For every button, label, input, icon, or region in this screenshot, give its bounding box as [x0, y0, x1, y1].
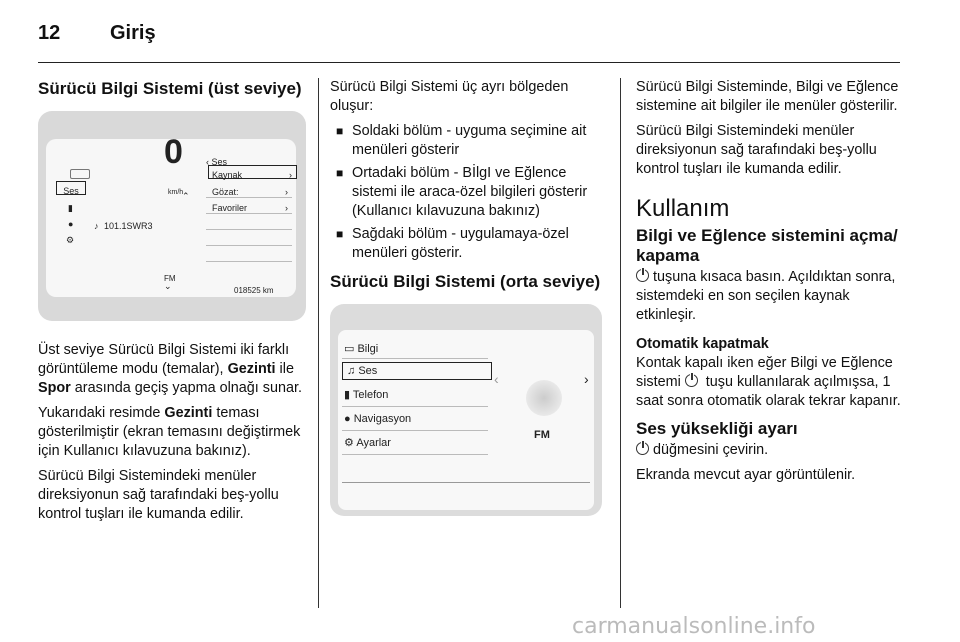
left-item-selected: Ses — [56, 181, 86, 195]
power-icon — [636, 269, 649, 282]
column-1 — [38, 78, 306, 530]
watermark: carmanualsonline.info — [572, 614, 816, 639]
section-heading-use: Kullanım — [636, 195, 730, 222]
chapter-title: Giriş — [110, 22, 156, 44]
paragraph: Sürücü Bilgi Sisteminde, Bilgi ve Eğlence sistemine ait bilgiler ile menüler gösterilir. — [636, 79, 899, 114]
list-item: ■ Soldaki bölüm - uyguma seçimine ait menüleri gösterir — [330, 122, 602, 160]
paragraph: Kontak kapalı iken eğer Bilgi ve Eğlence sistemi tuşu kullanılarak açılmışsa, 1 saat sonra otomatik olarak tekrar kapanır. — [636, 355, 901, 409]
bullet-list — [330, 122, 602, 263]
menu-item-selected: Kaynak › — [208, 165, 297, 179]
header-rule — [38, 62, 900, 63]
menu-item-selected: ♫ Ses — [342, 362, 492, 380]
band-label: FM — [164, 274, 176, 283]
chevron-up-icon: ⌃ — [182, 191, 190, 201]
odometer: 018525 km — [234, 286, 274, 295]
section-heading-upper: Sürücü Bilgi Sistemi (üst seviye) — [38, 79, 302, 98]
band-label: FM — [534, 429, 550, 441]
power-icon — [685, 374, 698, 387]
paragraph: Yukarıdaki resimde Gezinti teması gösterilmiştir (ekran temasını değiştirmek için Kullanıcı kılavuzuna bakınız). — [38, 405, 301, 459]
paragraph: Sürücü Bilgi Sistemindeki menüler direksiyonun sağ tarafındaki beş-yollu kontrol tuşları ile kumanda edilir. — [636, 123, 877, 177]
power-icon — [636, 442, 649, 455]
subheading-volume: Ses yüksekliği ayarı — [636, 419, 798, 438]
list-item: ■ Sağdaki bölüm - uygulamaya-özel menüleri gösterir. — [330, 225, 602, 263]
subheading-auto-off: Otomatik kapatmak — [636, 336, 769, 352]
speed-unit: km/h — [168, 189, 184, 196]
column-divider — [318, 78, 319, 608]
column-2 — [330, 78, 602, 516]
menu-item: ● Navigasyon — [344, 413, 412, 425]
menu-item: Favoriler › — [212, 203, 288, 213]
car-icon — [70, 169, 90, 179]
menu-item: ⚙ Ayarlar — [344, 437, 391, 449]
paragraph: düğmesini çevirin. — [636, 441, 906, 460]
chevron-left-icon: ‹ — [494, 371, 499, 387]
speed-value: 0 — [164, 133, 183, 171]
station-name: 101.1SWR3 — [104, 221, 153, 231]
column-3 — [636, 78, 906, 491]
menu-item: Gözat: › — [212, 187, 288, 197]
display-frame — [46, 133, 296, 297]
upper-level-display-image — [38, 111, 306, 321]
list-item: ■ Ortadaki bölüm - BİlgI ve Eğlence sistemi ile araca-özel bilgileri gösterir (Kullanıcı kılavuzuna bakınız) — [330, 164, 602, 221]
phone-icon: ▮ — [68, 203, 73, 213]
page-number: 12 — [38, 22, 61, 44]
paragraph: Sürücü Bilgi Sistemindeki menüler direksiyonun sağ tarafındaki beş-yollu kontrol tuşları ile kumanda edilir. — [38, 468, 279, 522]
column-divider — [620, 78, 621, 608]
section-heading-mid: Sürücü Bilgi Sistemi (orta seviye) — [330, 272, 601, 291]
chevron-right-icon: › — [584, 371, 589, 387]
paragraph: tuşuna kısaca basın. Açıldıktan sonra, sistemdeki en son seçilen kaynak etkinleşir. — [636, 269, 896, 323]
settings-icon: ⚙ — [66, 235, 75, 245]
music-note-icon: ♪ — [94, 221, 99, 231]
menu-item: ▮ Telefon — [344, 389, 389, 401]
paragraph: Üst seviye Sürücü Bilgi Sistemi iki farklı görüntüleme modu (temalar), Gezinti ile Spor arasında geçiş yapma olnağı sunar. — [38, 342, 302, 396]
radio-icon — [526, 380, 562, 416]
menu-item: ▭ Bilgi — [344, 343, 379, 355]
subheading-onoff: Bilgi ve Eğlence sistemini açma/ kapama — [636, 226, 898, 265]
back-label: ‹ Ses — [206, 157, 228, 167]
nav-icon: ● — [68, 219, 74, 229]
paragraph: Ekranda mevcut ayar görüntülenir. — [636, 467, 856, 483]
page-header — [38, 22, 156, 45]
paragraph: Sürücü Bilgi Sistemi üç ayrı bölgeden oluşur: — [330, 79, 569, 114]
chevron-down-icon: ⌄ — [164, 281, 172, 291]
mid-level-display-image — [330, 304, 602, 516]
display-frame — [338, 330, 594, 510]
